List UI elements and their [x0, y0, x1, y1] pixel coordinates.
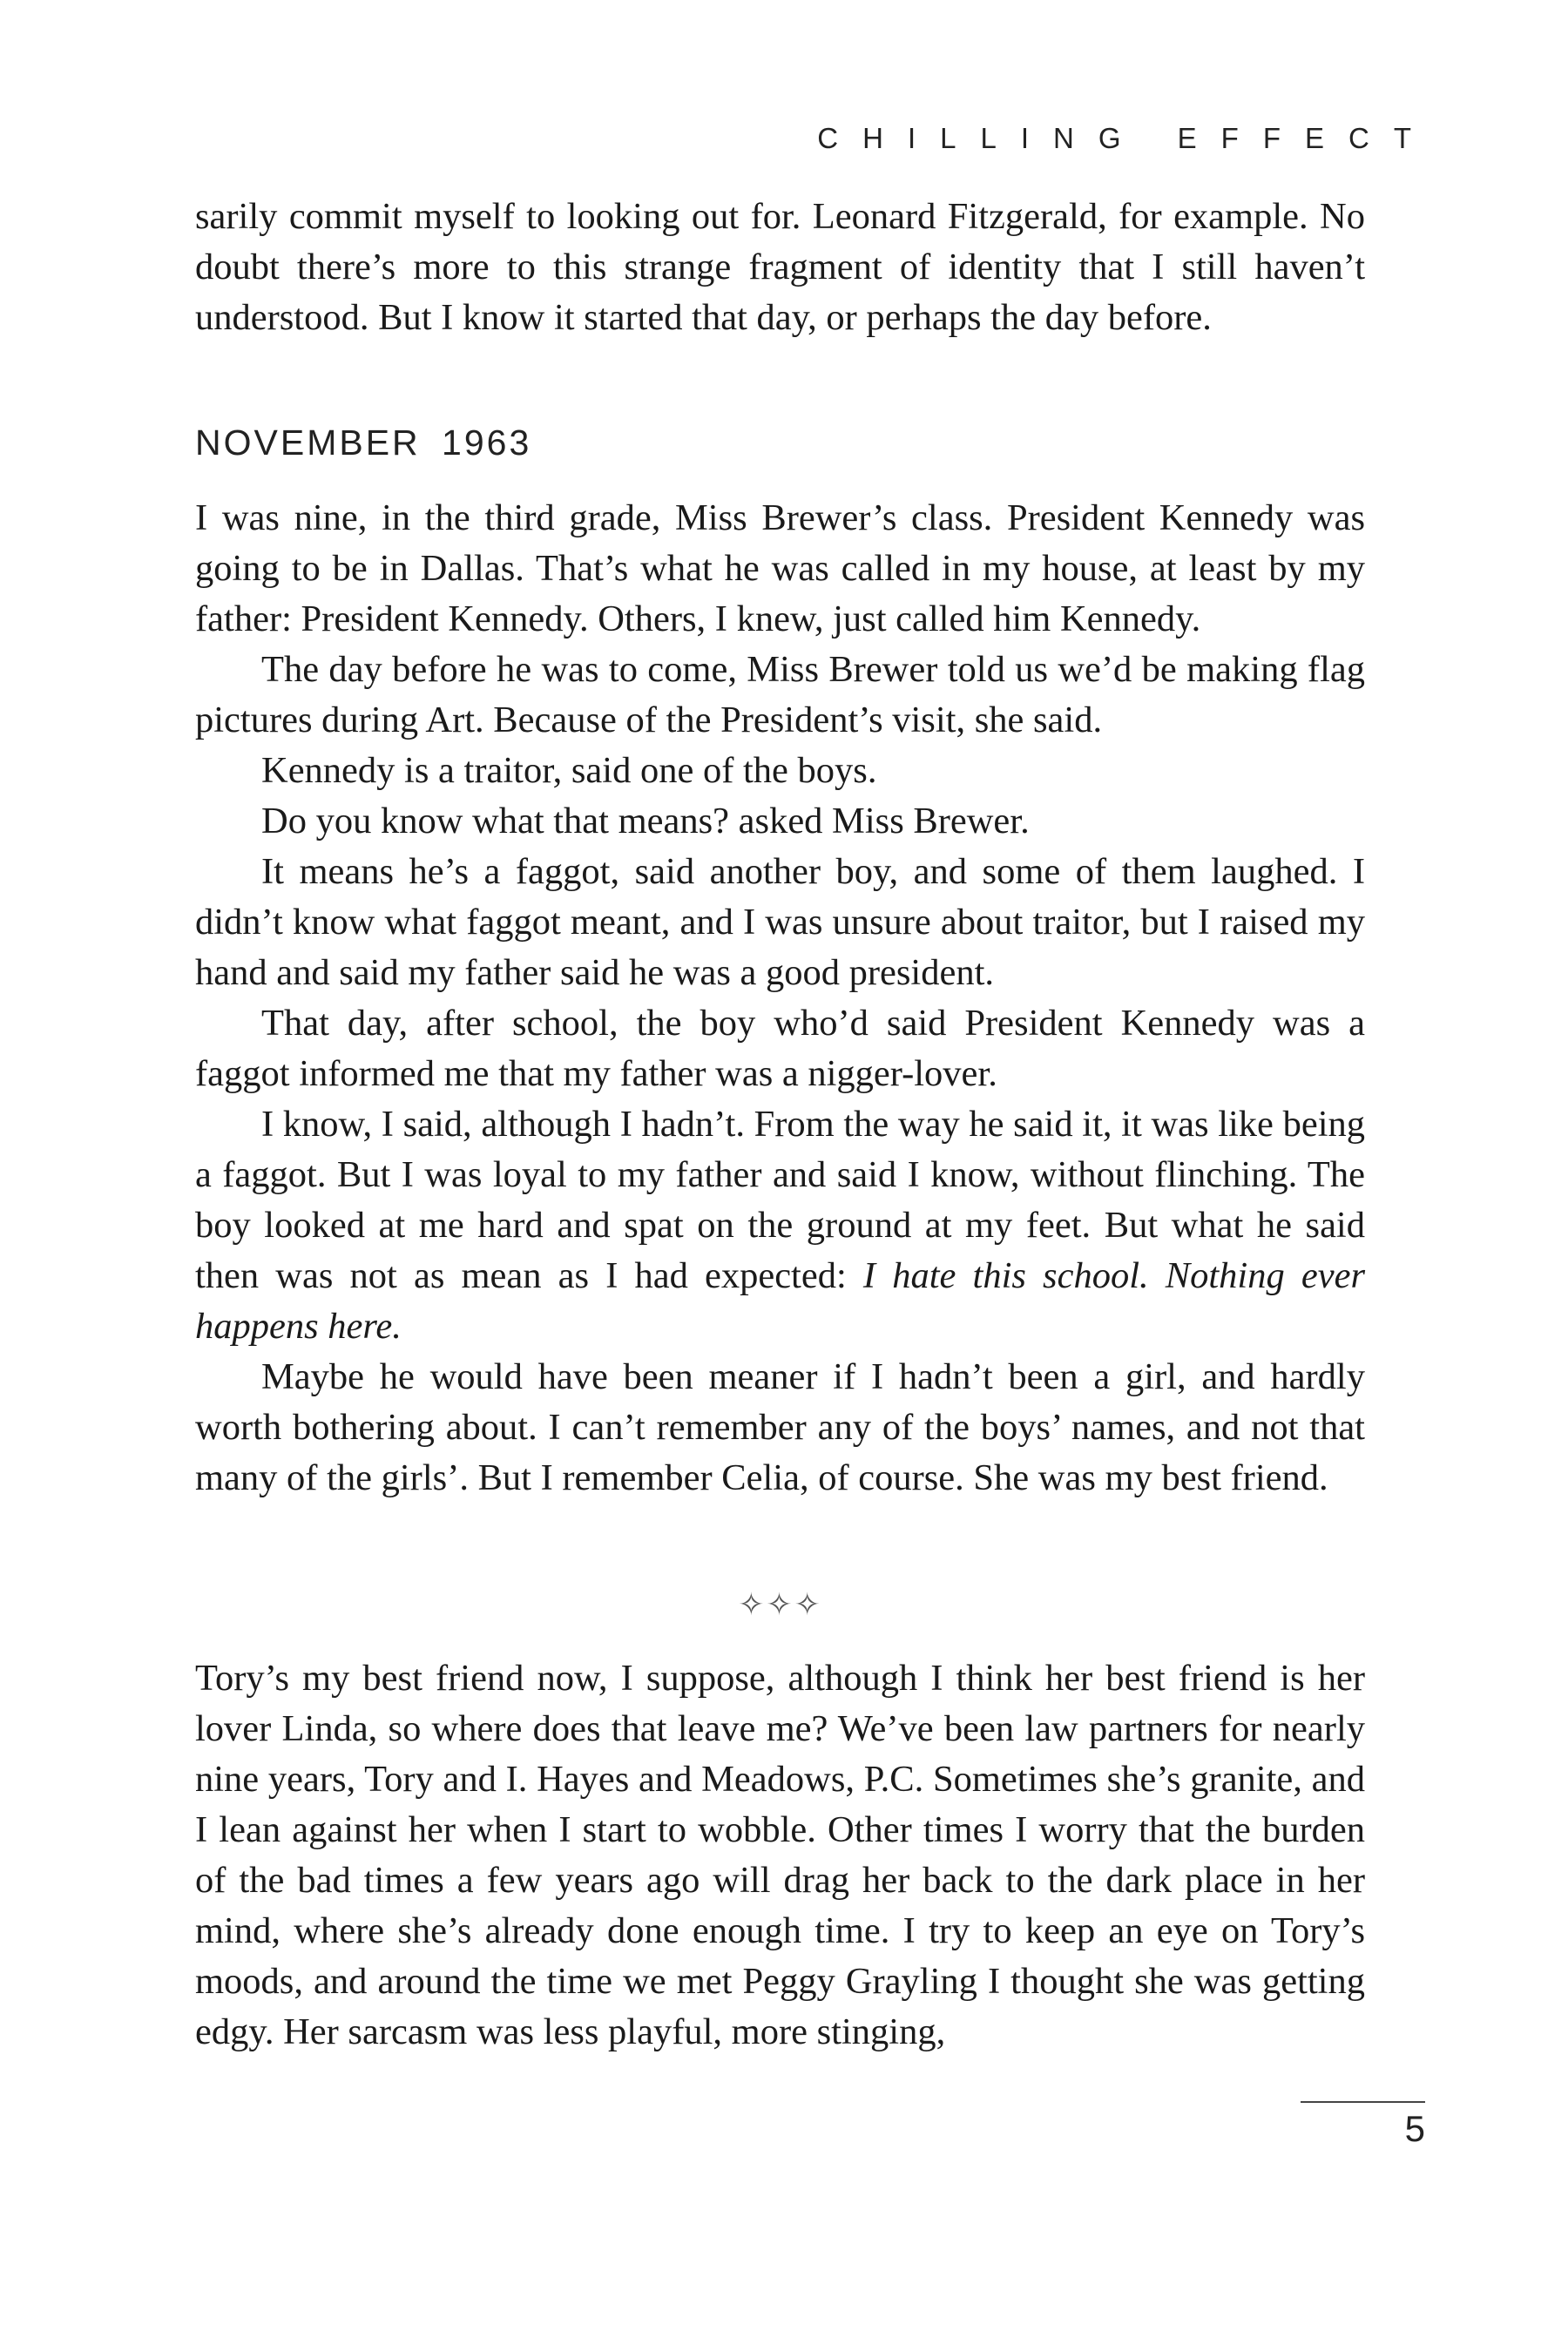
paragraph: [195, 1099, 1365, 1352]
paragraph-text: I know, I said, although I hadn’t. From the way he said it, it was like being a faggot. But I was loyal to my father and said I know, without flinching. The boy looked at me hard and spat on the ground at my feet. But what he said then was not as mean as I had expected:: [195, 1104, 1365, 1296]
paragraph: Maybe he would have been meaner if I hadn’t been a girl, and hardly worth bothering about. I can’t remember any of the boys’ names, and not that many of the girls’. But I remember Celia, of course. She was my best friend.: [195, 1356, 1365, 1498]
paragraph: Kennedy is a traitor, said one of the boys.: [261, 750, 877, 791]
paragraph: Do you know what that means? asked Miss Brewer.: [261, 801, 1030, 841]
folio-rule-divider: [1301, 2101, 1425, 2103]
running-head: CHILLING EFFECT: [817, 122, 1436, 154]
paragraph: The day before he was to come, Miss Brewer told us we’d be making flag pictures during Art. Because of the President’s visit, she said.: [195, 649, 1365, 740]
opening-text: [195, 192, 1365, 343]
page-number: 5: [1404, 2108, 1425, 2149]
paragraph: That day, after school, the boy who’d said President Kennedy was a faggot informed me that my father was a nigger-lover.: [195, 1003, 1365, 1094]
paragraph: It means he’s a faggot, said another boy, and some of them laughed. I didn’t know what faggot meant, and I was unsure about traitor, but I raised my hand and said my father said he was a good president.: [195, 851, 1365, 993]
paragraph: Tory’s my best friend now, I suppose, although I think her best friend is her lover Linda, so where does that leave me? We’ve been law partners for nearly nine years, Tory and I. Hayes and Meadows, P.C. Sometimes she’s granite, and I lean against her when I start to wobble. Other times I worry that the burden of the bad times a few years ago will drag her back to the dark place in her mind, where she’s already done enough time. I try to keep an eye on Tory’s moods, and around the time we met Peggy Grayling I thought she was getting edgy. Her sarcasm was less playful, more stinging,: [195, 1658, 1365, 2052]
italic-quote: I hate this school. Nothing ever happens here.: [195, 1255, 1365, 1347]
section-break-ornament-icon: ✧✧✧: [738, 1587, 822, 1623]
paragraph-continued: sarily commit myself to looking out for. Leonard Fitzgerald, for example. No doubt there’s more to this strange fragment of identity that I still haven’t understood. But I know it started that day, or perhaps the day before.: [195, 196, 1365, 338]
section-heading: NOVEMBER 1963: [195, 422, 532, 463]
closing-text: [195, 1653, 1365, 2058]
section-body: [195, 493, 1365, 1504]
paragraph: I was nine, in the third grade, Miss Brewer’s class. President Kennedy was going to be in Dallas. That’s what he was called in my house, at least by my father: President Kennedy. Others, I knew, just called him Kennedy.: [195, 497, 1365, 639]
